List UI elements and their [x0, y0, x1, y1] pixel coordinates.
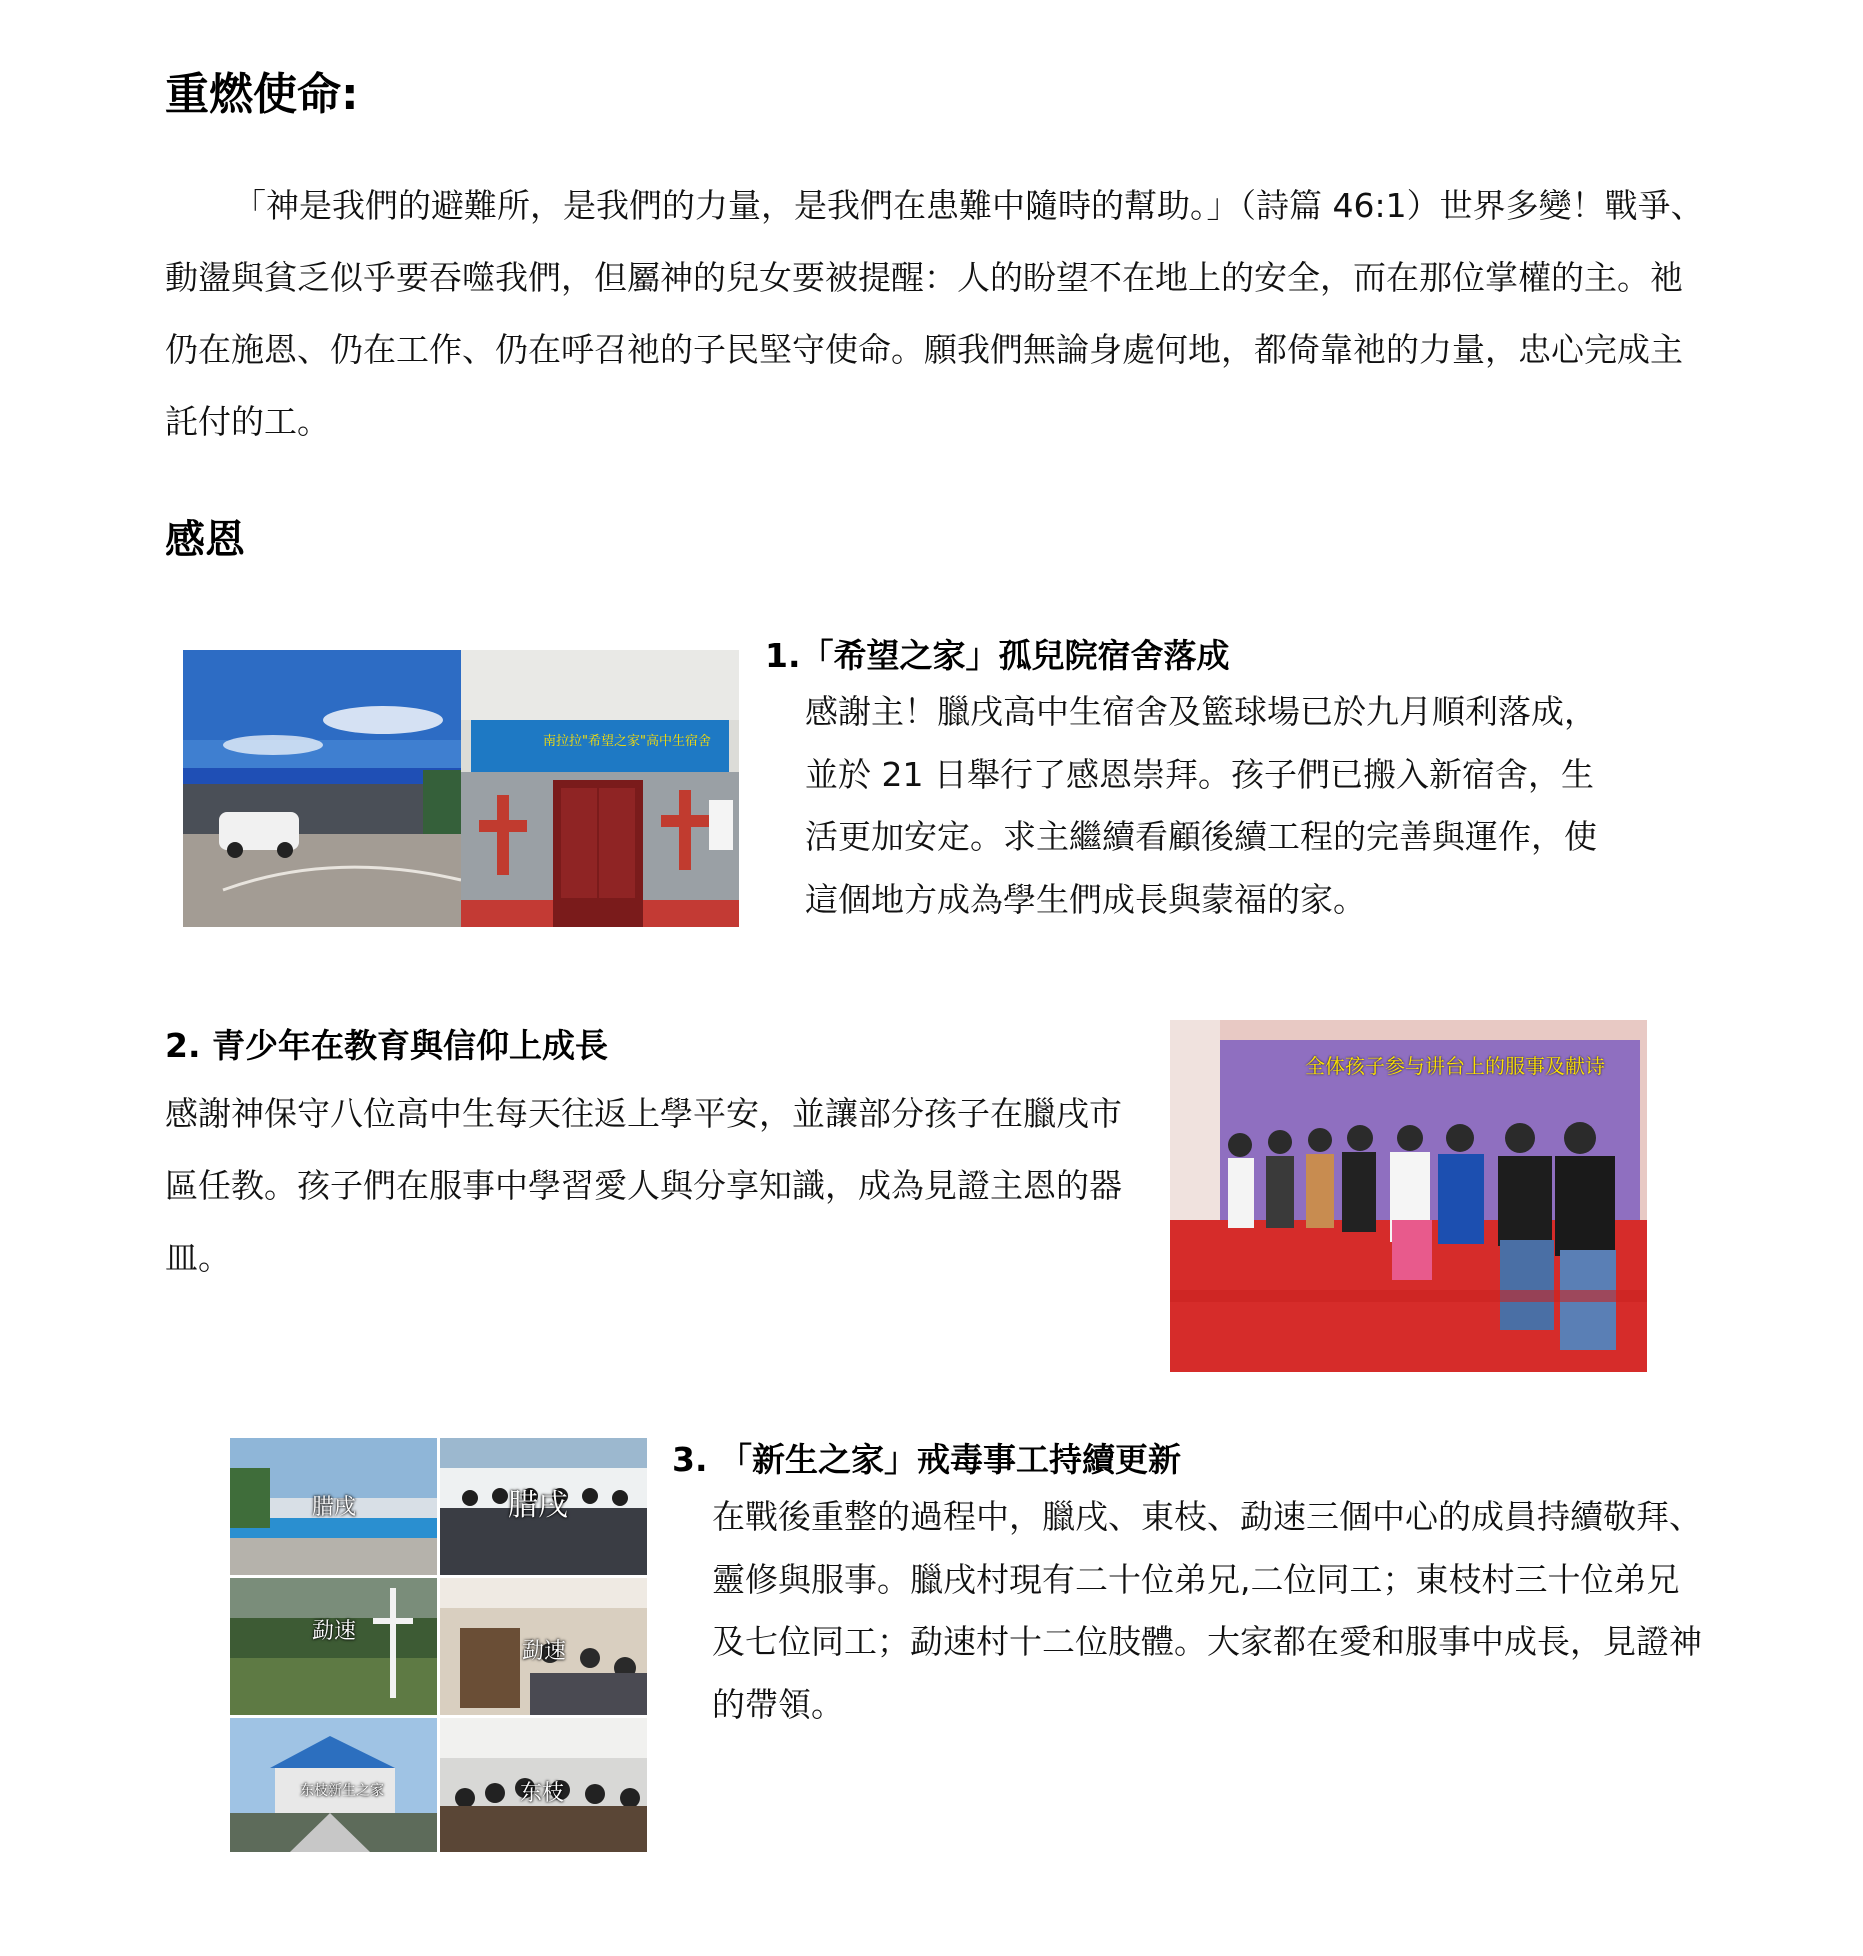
collage-label-taunggyi: 东枝 [520, 1781, 565, 1806]
section-2-title: 2. 青少年在教育與信仰上成長 [165, 1026, 608, 1065]
section-1-body: 感謝主！臘戌高中生宿舍及籃球場已於九月順利落成，並於 21 日舉行了感恩崇拜。孩子們已搬入新宿舍，生活更加安定。求主繼續看顧後續工程的完善與運作，使這個地方成為學生們成長與蒙福的家。 [805, 692, 1597, 919]
section-1-title: 1.「希望之家」孤兒院宿舍落成 [765, 636, 1230, 675]
collage-label-mongsu-2: 勐速 [522, 1639, 567, 1664]
section-3-body: 在戰後重整的過程中，臘戌、東枝、勐速三個中心的成員持續敬拜、靈修與服事。臘戌村現有二十位弟兄,二位同工；東枝村三十位弟兄及七位同工；勐速村十二位肢體。大家都在愛和服事中成長，見證神的帶領。 [712, 1497, 1702, 1724]
collage-label-lashio-2: 腊戌 [508, 1488, 568, 1523]
rehab-collage-art [230, 1438, 647, 1852]
thanks-heading: 感恩 [165, 517, 245, 563]
page-title: 重燃使命: [165, 69, 359, 120]
youth-photo-caption: 全体孩子参与讲台上的服事及献诗 [1305, 1054, 1605, 1078]
rehab-centers-collage [230, 1438, 647, 1852]
collage-label-mongsu-1: 勐速 [312, 1619, 357, 1644]
collage-label-taunggyi-home: 东枝新生之家 [300, 1783, 384, 1799]
collage-label-lashio-1: 腊戌 [312, 1495, 357, 1520]
dormitory-sign: 南拉拉"希望之家"高中生宿舍 [543, 734, 711, 749]
youth-worship-photo [1170, 1020, 1647, 1372]
dormitory-photo [183, 650, 739, 927]
section-2-body: 感謝神保守八位高中生每天往返上學平安，並讓部分孩子在臘戌市區任教。孩子們在服事中學習愛人與分享知識，成為見證主恩的器皿。 [165, 1094, 1122, 1277]
section-3-title: 3. 「新生之家」戒毒事工持續更新 [672, 1440, 1181, 1479]
intro-text: 「神是我們的避難所，是我們的力量，是我們在患難中隨時的幫助。」（詩篇 46:1）世界多變！戰爭、動盪與貧乏似乎要吞噬我們，但屬神的兒女要被提醒：人的盼望不在地上的安全，而在那位掌權的主。祂仍在施恩、仍在工作、仍在呼召祂的子民堅守使命。願我們無論身處何地，都倚靠祂的力量，忠心完成主託付的工。 [165, 186, 1704, 441]
intro-paragraph [165, 170, 1705, 458]
dormitory-photo-art [183, 650, 739, 927]
